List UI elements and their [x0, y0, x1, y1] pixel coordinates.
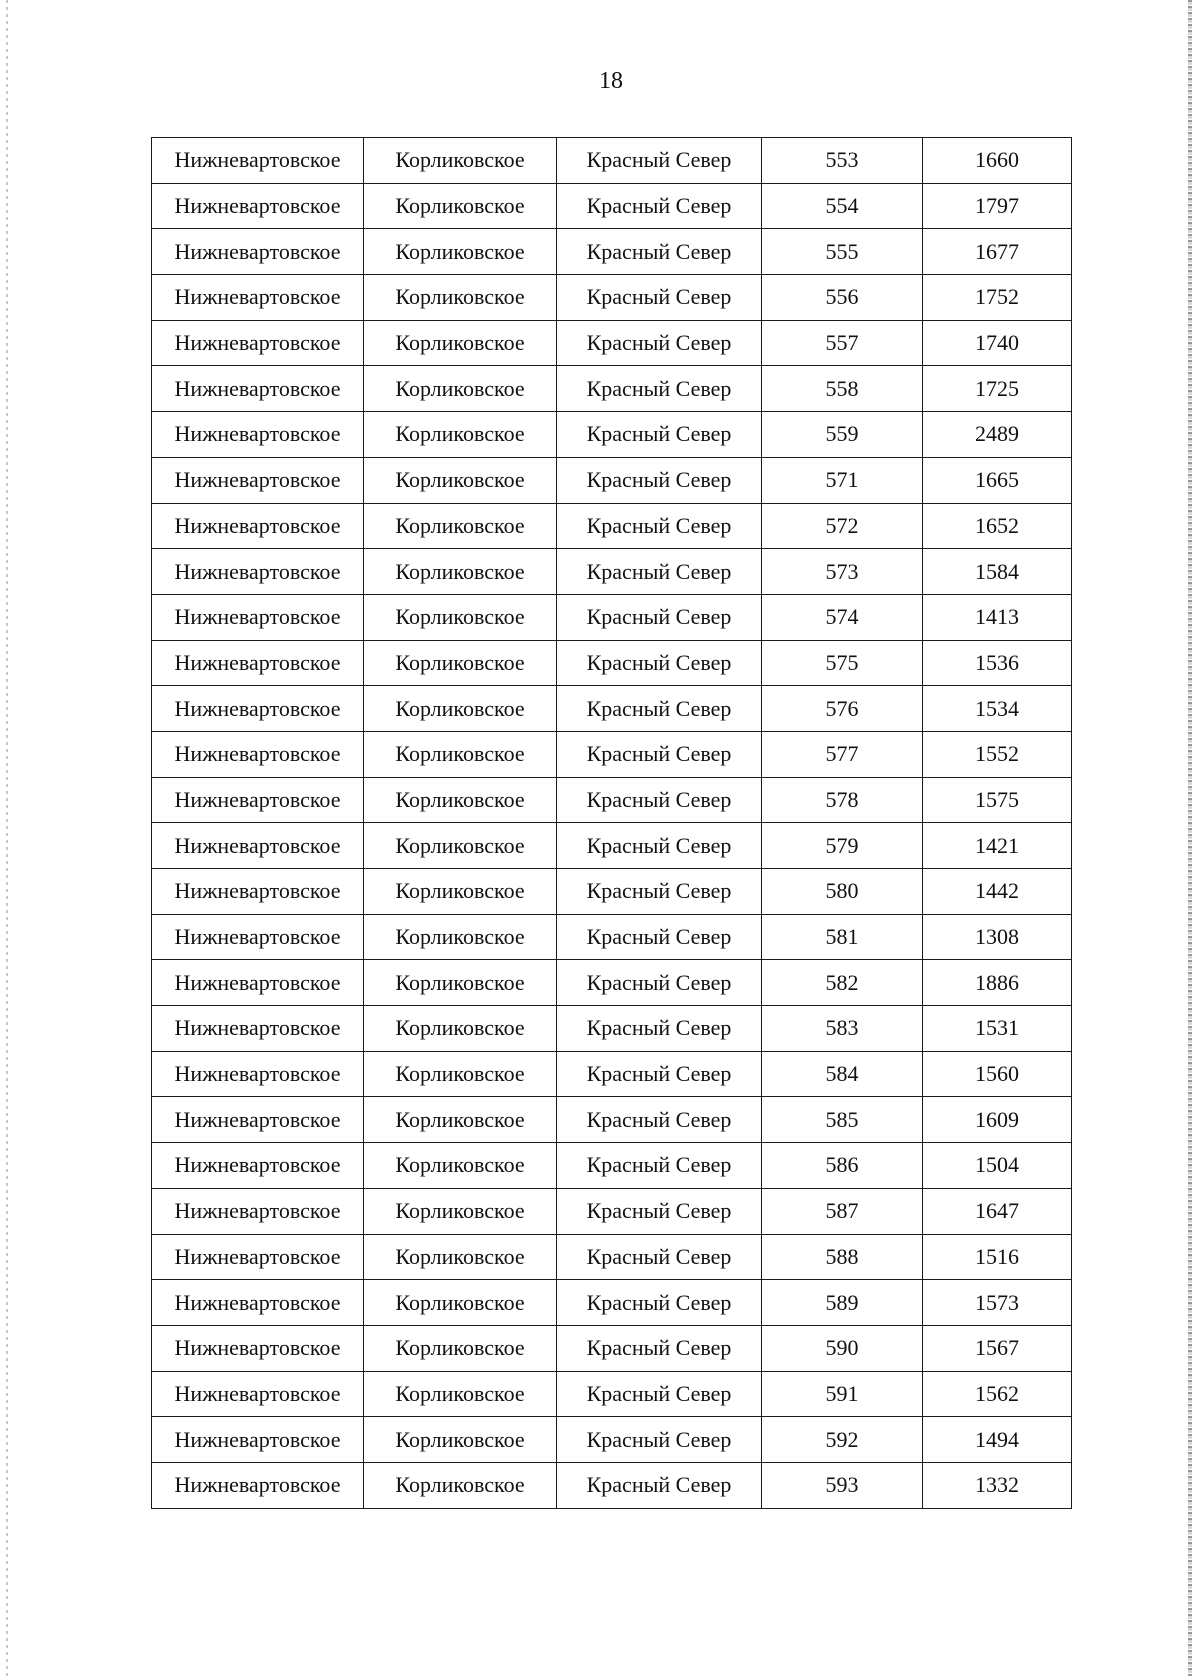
- cell-area: Красный Север: [557, 777, 762, 823]
- cell-area: Красный Север: [557, 1097, 762, 1143]
- cell-well-number: 577: [762, 731, 923, 777]
- cell-well-number: 579: [762, 823, 923, 869]
- cell-field: Корликовское: [364, 275, 557, 321]
- cell-value: 1413: [923, 594, 1072, 640]
- table-row: [152, 549, 1072, 595]
- table-row: [152, 686, 1072, 732]
- table-row: [152, 914, 1072, 960]
- table-row: [152, 412, 1072, 458]
- cell-area: Красный Север: [557, 366, 762, 412]
- table-row: [152, 1143, 1072, 1189]
- cell-area: Красный Север: [557, 229, 762, 275]
- cell-area: Красный Север: [557, 960, 762, 1006]
- table-row: [152, 1097, 1072, 1143]
- cell-well-number: 593: [762, 1462, 923, 1508]
- cell-district: Нижневартовское: [152, 823, 364, 869]
- table-row: [152, 1051, 1072, 1097]
- cell-district: Нижневартовское: [152, 1462, 364, 1508]
- table-row: [152, 1462, 1072, 1508]
- cell-well-number: 583: [762, 1006, 923, 1052]
- cell-value: 1308: [923, 914, 1072, 960]
- table-row: [152, 1006, 1072, 1052]
- cell-district: Нижневартовское: [152, 457, 364, 503]
- cell-value: 1652: [923, 503, 1072, 549]
- cell-district: Нижневартовское: [152, 1234, 364, 1280]
- cell-well-number: 586: [762, 1143, 923, 1189]
- cell-well-number: 553: [762, 138, 923, 184]
- table-row: [152, 594, 1072, 640]
- cell-field: Корликовское: [364, 1006, 557, 1052]
- table-row: [152, 960, 1072, 1006]
- cell-district: Нижневартовское: [152, 549, 364, 595]
- table-body: [152, 138, 1072, 1509]
- cell-field: Корликовское: [364, 914, 557, 960]
- cell-district: Нижневартовское: [152, 138, 364, 184]
- cell-area: Красный Север: [557, 138, 762, 184]
- cell-value: 1442: [923, 869, 1072, 915]
- cell-area: Красный Север: [557, 1143, 762, 1189]
- cell-district: Нижневартовское: [152, 183, 364, 229]
- cell-area: Красный Север: [557, 594, 762, 640]
- cell-district: Нижневартовское: [152, 1417, 364, 1463]
- cell-value: 1752: [923, 275, 1072, 321]
- cell-area: Красный Север: [557, 1234, 762, 1280]
- cell-well-number: 576: [762, 686, 923, 732]
- cell-field: Корликовское: [364, 412, 557, 458]
- cell-field: Корликовское: [364, 1417, 557, 1463]
- cell-value: 1531: [923, 1006, 1072, 1052]
- cell-well-number: 580: [762, 869, 923, 915]
- cell-well-number: 555: [762, 229, 923, 275]
- cell-well-number: 589: [762, 1280, 923, 1326]
- cell-field: Корликовское: [364, 777, 557, 823]
- cell-district: Нижневартовское: [152, 1325, 364, 1371]
- cell-well-number: 578: [762, 777, 923, 823]
- cell-well-number: 575: [762, 640, 923, 686]
- cell-district: Нижневартовское: [152, 275, 364, 321]
- cell-area: Красный Север: [557, 275, 762, 321]
- cell-value: 1536: [923, 640, 1072, 686]
- cell-area: Красный Север: [557, 1280, 762, 1326]
- cell-value: 1609: [923, 1097, 1072, 1143]
- cell-district: Нижневартовское: [152, 412, 364, 458]
- cell-field: Корликовское: [364, 1280, 557, 1326]
- scan-edge-right: [1188, 0, 1192, 1676]
- cell-field: Корликовское: [364, 457, 557, 503]
- cell-value: 1660: [923, 138, 1072, 184]
- cell-field: Корликовское: [364, 1325, 557, 1371]
- cell-area: Красный Север: [557, 1188, 762, 1234]
- table-row: [152, 1188, 1072, 1234]
- cell-value: 1567: [923, 1325, 1072, 1371]
- cell-district: Нижневартовское: [152, 594, 364, 640]
- cell-district: Нижневартовское: [152, 366, 364, 412]
- cell-well-number: 581: [762, 914, 923, 960]
- data-table: [151, 137, 1072, 1509]
- table-row: [152, 731, 1072, 777]
- cell-area: Красный Север: [557, 1325, 762, 1371]
- cell-field: Корликовское: [364, 960, 557, 1006]
- cell-value: 1886: [923, 960, 1072, 1006]
- cell-field: Корликовское: [364, 1234, 557, 1280]
- cell-district: Нижневартовское: [152, 503, 364, 549]
- cell-area: Красный Север: [557, 320, 762, 366]
- cell-well-number: 559: [762, 412, 923, 458]
- cell-field: Корликовское: [364, 1097, 557, 1143]
- cell-field: Корликовское: [364, 640, 557, 686]
- cell-well-number: 592: [762, 1417, 923, 1463]
- cell-well-number: 572: [762, 503, 923, 549]
- table-row: [152, 320, 1072, 366]
- page-number: 18: [599, 68, 623, 94]
- cell-area: Красный Север: [557, 549, 762, 595]
- cell-district: Нижневартовское: [152, 1371, 364, 1417]
- table-row: [152, 777, 1072, 823]
- cell-value: 1421: [923, 823, 1072, 869]
- cell-value: 1665: [923, 457, 1072, 503]
- cell-area: Красный Север: [557, 503, 762, 549]
- cell-field: Корликовское: [364, 320, 557, 366]
- cell-value: 1647: [923, 1188, 1072, 1234]
- cell-value: 1584: [923, 549, 1072, 595]
- cell-district: Нижневартовское: [152, 731, 364, 777]
- cell-field: Корликовское: [364, 229, 557, 275]
- cell-well-number: 585: [762, 1097, 923, 1143]
- cell-value: 1332: [923, 1462, 1072, 1508]
- cell-district: Нижневартовское: [152, 320, 364, 366]
- cell-area: Красный Север: [557, 640, 762, 686]
- cell-area: Красный Север: [557, 1417, 762, 1463]
- cell-field: Корликовское: [364, 1188, 557, 1234]
- cell-value: 1740: [923, 320, 1072, 366]
- cell-value: 2489: [923, 412, 1072, 458]
- cell-area: Красный Север: [557, 1006, 762, 1052]
- cell-well-number: 571: [762, 457, 923, 503]
- cell-well-number: 574: [762, 594, 923, 640]
- cell-value: 1552: [923, 731, 1072, 777]
- cell-district: Нижневартовское: [152, 960, 364, 1006]
- cell-field: Корликовское: [364, 1371, 557, 1417]
- cell-area: Красный Север: [557, 914, 762, 960]
- cell-field: Корликовское: [364, 731, 557, 777]
- cell-district: Нижневартовское: [152, 1143, 364, 1189]
- cell-area: Красный Север: [557, 823, 762, 869]
- cell-value: 1725: [923, 366, 1072, 412]
- cell-district: Нижневартовское: [152, 686, 364, 732]
- cell-value: 1560: [923, 1051, 1072, 1097]
- cell-district: Нижневартовское: [152, 640, 364, 686]
- cell-value: 1504: [923, 1143, 1072, 1189]
- cell-value: 1516: [923, 1234, 1072, 1280]
- table-row: [152, 1280, 1072, 1326]
- cell-area: Красный Север: [557, 1462, 762, 1508]
- table-row: [152, 457, 1072, 503]
- cell-area: Красный Север: [557, 686, 762, 732]
- cell-area: Красный Север: [557, 731, 762, 777]
- cell-well-number: 584: [762, 1051, 923, 1097]
- cell-well-number: 556: [762, 275, 923, 321]
- table-row: [152, 869, 1072, 915]
- cell-value: 1534: [923, 686, 1072, 732]
- cell-well-number: 558: [762, 366, 923, 412]
- cell-field: Корликовское: [364, 1462, 557, 1508]
- table-row: [152, 366, 1072, 412]
- table-row: [152, 1325, 1072, 1371]
- cell-well-number: 573: [762, 549, 923, 595]
- table-row: [152, 1234, 1072, 1280]
- cell-well-number: 588: [762, 1234, 923, 1280]
- cell-district: Нижневартовское: [152, 1097, 364, 1143]
- cell-field: Корликовское: [364, 503, 557, 549]
- cell-value: 1573: [923, 1280, 1072, 1326]
- cell-well-number: 587: [762, 1188, 923, 1234]
- cell-well-number: 591: [762, 1371, 923, 1417]
- cell-value: 1494: [923, 1417, 1072, 1463]
- cell-field: Корликовское: [364, 183, 557, 229]
- cell-area: Красный Север: [557, 869, 762, 915]
- cell-field: Корликовское: [364, 1051, 557, 1097]
- cell-well-number: 590: [762, 1325, 923, 1371]
- cell-area: Красный Север: [557, 1371, 762, 1417]
- cell-well-number: 557: [762, 320, 923, 366]
- cell-value: 1677: [923, 229, 1072, 275]
- cell-district: Нижневартовское: [152, 869, 364, 915]
- cell-district: Нижневартовское: [152, 1006, 364, 1052]
- cell-area: Красный Север: [557, 412, 762, 458]
- cell-field: Корликовское: [364, 686, 557, 732]
- cell-well-number: 582: [762, 960, 923, 1006]
- cell-area: Красный Север: [557, 183, 762, 229]
- cell-well-number: 554: [762, 183, 923, 229]
- cell-field: Корликовское: [364, 823, 557, 869]
- cell-district: Нижневартовское: [152, 1280, 364, 1326]
- table-row: [152, 823, 1072, 869]
- cell-field: Корликовское: [364, 594, 557, 640]
- scan-edge-left: [6, 0, 8, 1676]
- cell-area: Красный Север: [557, 457, 762, 503]
- table-row: [152, 275, 1072, 321]
- cell-district: Нижневартовское: [152, 914, 364, 960]
- table-row: [152, 183, 1072, 229]
- cell-value: 1562: [923, 1371, 1072, 1417]
- cell-field: Корликовское: [364, 366, 557, 412]
- table-row: [152, 138, 1072, 184]
- cell-district: Нижневартовское: [152, 1051, 364, 1097]
- cell-value: 1797: [923, 183, 1072, 229]
- cell-field: Корликовское: [364, 1143, 557, 1189]
- cell-district: Нижневартовское: [152, 229, 364, 275]
- cell-field: Корликовское: [364, 869, 557, 915]
- table-row: [152, 229, 1072, 275]
- cell-district: Нижневартовское: [152, 777, 364, 823]
- table-row: [152, 1371, 1072, 1417]
- table-row: [152, 640, 1072, 686]
- table-row: [152, 503, 1072, 549]
- cell-area: Красный Север: [557, 1051, 762, 1097]
- cell-field: Корликовское: [364, 549, 557, 595]
- table-row: [152, 1417, 1072, 1463]
- cell-value: 1575: [923, 777, 1072, 823]
- cell-field: Корликовское: [364, 138, 557, 184]
- cell-district: Нижневартовское: [152, 1188, 364, 1234]
